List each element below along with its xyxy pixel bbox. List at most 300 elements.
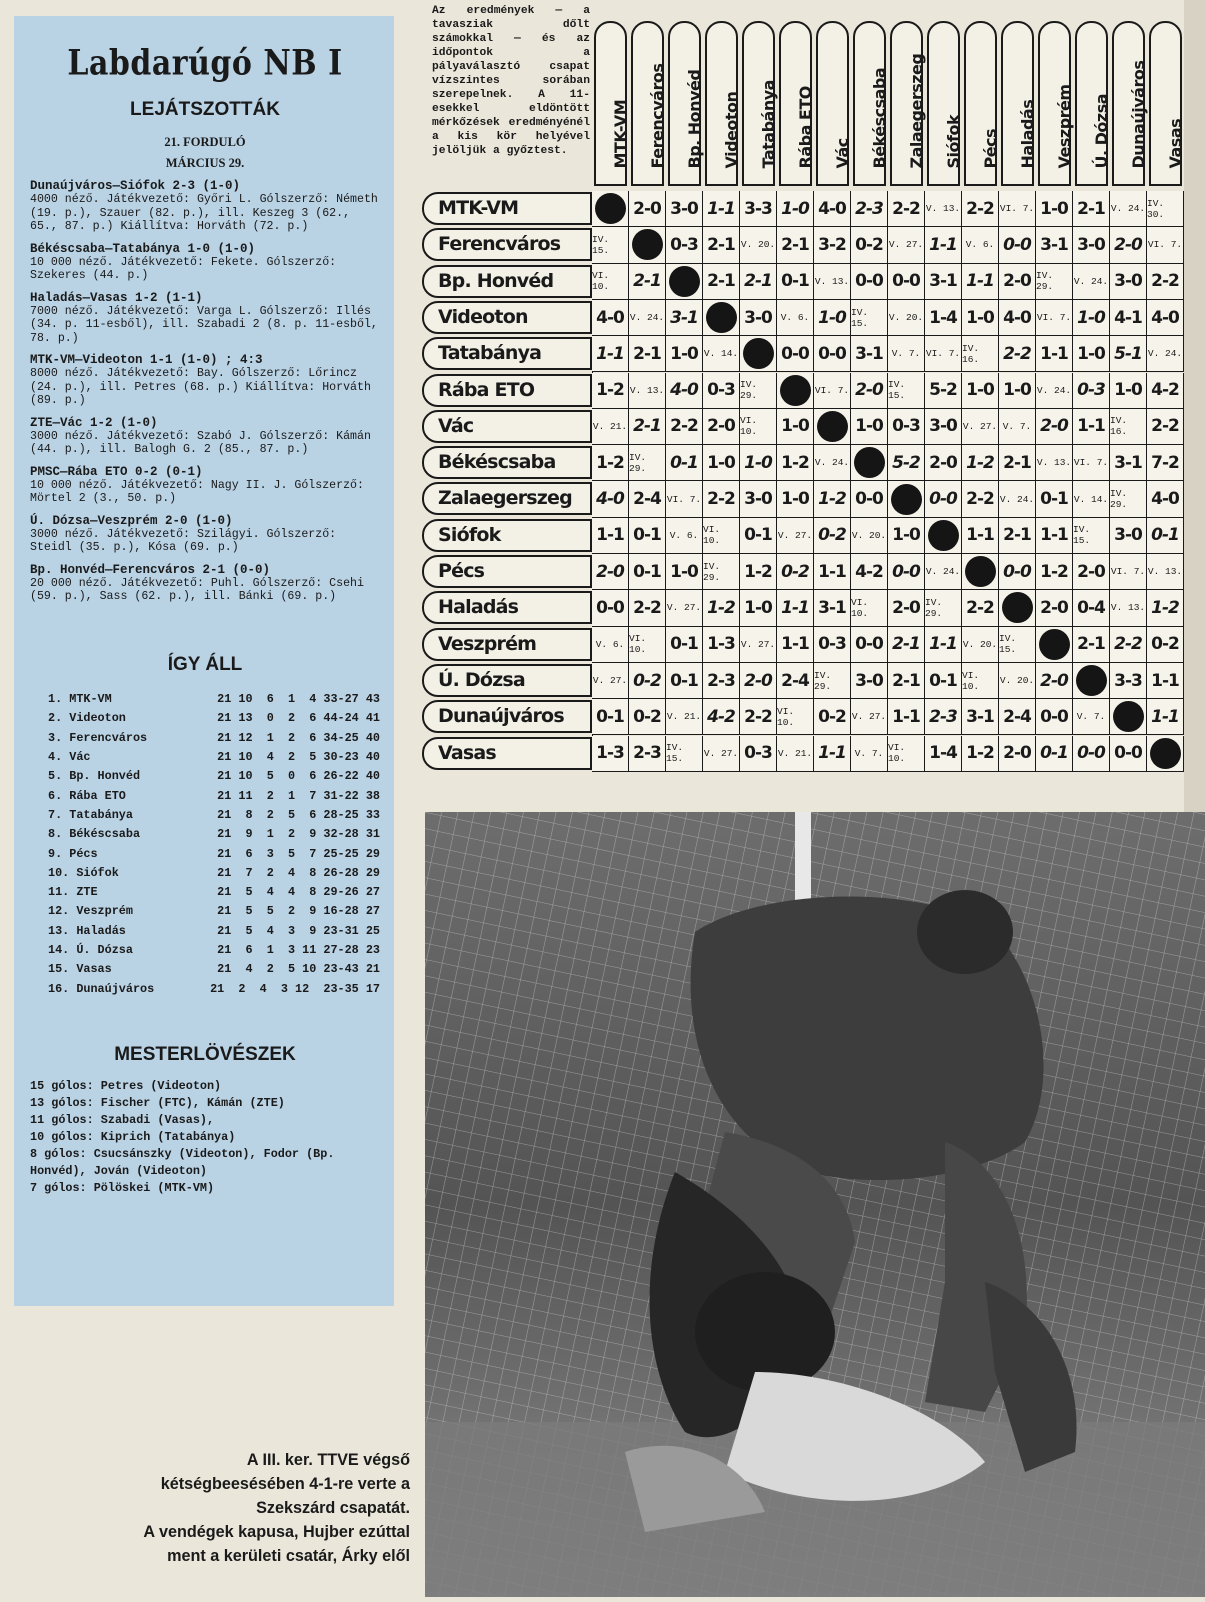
diagonal-cell: [666, 264, 703, 300]
team-name: 7. Tatabánya: [48, 807, 133, 822]
result-cell: 0-0: [851, 264, 888, 300]
black-dot-icon: [1113, 701, 1144, 732]
diagonal-cell: [851, 445, 888, 481]
fixture-date-cell: IV. 29.: [629, 445, 666, 481]
match-title: ZTE—Vác 1-2 (1-0): [30, 415, 158, 430]
column-team-name: Ferencváros: [647, 63, 667, 169]
result-cell: 2-1: [703, 227, 740, 263]
row-team-name: Haladás: [422, 591, 592, 624]
diagonal-cell: [703, 300, 740, 336]
result-cell: 3-0: [666, 191, 703, 227]
diagonal-cell: [925, 518, 962, 554]
column-team-name: Haladás: [1017, 99, 1037, 169]
row-team-name: Veszprém: [422, 628, 592, 661]
black-dot-icon: [595, 193, 626, 224]
result-cell: 2-2: [1147, 264, 1184, 300]
caption-line: ment a kerületi csatár, Árky elől: [167, 1547, 410, 1565]
result-cell: 3-1: [962, 699, 999, 735]
fixture-date-cell: V. 27.: [851, 699, 888, 735]
diagonal-cell: [740, 336, 777, 372]
photo-image: [425, 812, 1205, 1597]
result-cell: 0-2: [629, 663, 666, 699]
column-header: [1001, 21, 1037, 186]
match-report: [30, 514, 380, 555]
result-cell: 2-0: [999, 264, 1036, 300]
team-name: 16. Dunaújváros: [48, 981, 155, 996]
result-cell: 1-0: [777, 409, 814, 445]
result-cell: 0-2: [851, 227, 888, 263]
black-dot-icon: [743, 338, 774, 369]
fixture-date-cell: V. 24.: [1110, 191, 1147, 227]
scorer-line: 7 gólos: Pölöskei (MTK-VM): [30, 1181, 215, 1196]
result-cell: 1-2: [962, 445, 999, 481]
result-cell: 1-1: [925, 227, 962, 263]
fixture-date-cell: V. 13.: [1036, 445, 1073, 481]
result-cell: 0-1: [740, 518, 777, 554]
result-cell: 1-1: [814, 554, 851, 590]
diagonal-cell: [888, 481, 925, 517]
result-cell: 5-1: [1110, 336, 1147, 372]
match-detail: 3000 néző. Játékvezető: Szilágyi. Gólszerző: Steidl (35. p.), Kósa (69. p.): [30, 527, 337, 554]
fixture-date-cell: VI. 10.: [962, 663, 999, 699]
result-cell: 1-0: [999, 373, 1036, 409]
column-team-name: Tatabánya: [758, 80, 778, 169]
column-team-name: Zalaegerszeg: [906, 53, 926, 169]
fixture-date-cell: V. 20.: [962, 627, 999, 663]
diagonal-cell: [962, 554, 999, 590]
result-cell: 2-1: [740, 264, 777, 300]
diagonal-cell: [1147, 736, 1184, 772]
scorer-line: 11 gólos: Szabadi (Vasas),: [30, 1113, 215, 1128]
result-cell: 1-0: [666, 336, 703, 372]
result-cell: 2-0: [629, 191, 666, 227]
result-cell: 1-1: [1073, 409, 1110, 445]
fixture-date-cell: IV. 29.: [1110, 481, 1147, 517]
team-stats: 21 8 2 5 6 28-25 33: [217, 807, 380, 822]
fixture-date-cell: V. 27.: [592, 663, 629, 699]
match-report: [30, 179, 380, 234]
result-cell: 0-4: [1073, 590, 1110, 626]
result-cell: 2-1: [629, 336, 666, 372]
result-cell: 0-3: [1073, 373, 1110, 409]
result-cell: 1-0: [962, 300, 999, 336]
team-stats: 21 5 5 2 9 16-28 27: [217, 904, 380, 919]
result-cell: 1-2: [777, 445, 814, 481]
fixture-date-cell: V. 21.: [592, 409, 629, 445]
row-team-name: Békéscsaba: [422, 446, 592, 479]
diagonal-cell: [999, 590, 1036, 626]
result-cell: 4-0: [666, 373, 703, 409]
result-cell: 0-2: [777, 554, 814, 590]
result-cell: 1-1: [777, 627, 814, 663]
black-dot-icon: [1002, 592, 1033, 623]
result-cell: 0-1: [592, 699, 629, 735]
black-dot-icon: [817, 411, 848, 442]
fixture-date-cell: IV. 15.: [999, 627, 1036, 663]
fixture-date-cell: V. 24.: [814, 445, 851, 481]
fixture-date-cell: V. 27.: [888, 227, 925, 263]
standings-row: [30, 979, 380, 998]
fixture-date-cell: VI. 10.: [851, 590, 888, 626]
result-cell: 5-2: [888, 445, 925, 481]
row-team-name: Bp. Honvéd: [422, 265, 592, 298]
result-cell: 1-0: [703, 445, 740, 481]
scorers-title: MESTERLÖVÉSZEK: [114, 1044, 296, 1066]
match-title: Bp. Honvéd—Ferencváros 2-1 (0-0): [30, 562, 271, 577]
match-title: Békéscsaba—Tatabánya 1-0 (1-0): [30, 241, 256, 256]
black-dot-icon: [780, 375, 811, 406]
team-stats: 21 11 2 1 7 31-22 38: [217, 788, 380, 803]
result-cell: 4-2: [703, 699, 740, 735]
result-cell: 1-1: [888, 699, 925, 735]
result-cell: 2-4: [629, 481, 666, 517]
results-panel: [14, 16, 394, 1306]
scorers-list: [30, 1078, 380, 1197]
team-stats: 21 10 4 2 5 30-23 40: [217, 750, 380, 765]
fixture-date-cell: V. 7.: [999, 409, 1036, 445]
result-cell: 3-1: [666, 300, 703, 336]
result-cell: 2-1: [629, 264, 666, 300]
result-cell: 0-1: [1036, 736, 1073, 772]
result-cell: 1-1: [1036, 336, 1073, 372]
column-header: [816, 21, 852, 186]
result-cell: 2-1: [888, 663, 925, 699]
black-dot-icon: [891, 484, 922, 515]
column-header: [742, 21, 778, 186]
column-header: [705, 21, 741, 186]
column-team-name: Videoton: [721, 91, 741, 169]
row-team-name: Rába ETO: [422, 374, 592, 407]
column-team-name: Ú. Dózsa: [1091, 93, 1111, 169]
fixture-date-cell: IV. 29.: [740, 373, 777, 409]
column-header: [1149, 21, 1185, 186]
fixture-date-cell: V. 14.: [1073, 481, 1110, 517]
result-cell: 1-0: [777, 191, 814, 227]
result-cell: 1-2: [740, 554, 777, 590]
row-team-name: MTK-VM: [422, 192, 592, 225]
result-cell: 2-0: [1036, 663, 1073, 699]
diagonal-cell: [814, 409, 851, 445]
fixture-date-cell: V. 6.: [592, 627, 629, 663]
fixture-date-cell: V. 13.: [1147, 554, 1184, 590]
result-cell: 0-1: [666, 663, 703, 699]
row-team-name: Pécs: [422, 555, 592, 588]
result-cell: 1-2: [1036, 554, 1073, 590]
column-team-name: Dunaújváros: [1128, 60, 1148, 169]
result-cell: 2-2: [740, 699, 777, 735]
result-cell: 0-0: [1110, 736, 1147, 772]
fixture-date-cell: V. 24.: [1147, 336, 1184, 372]
result-cell: 1-2: [962, 736, 999, 772]
diagonal-cell: [777, 373, 814, 409]
team-name: 5. Bp. Honvéd: [48, 769, 141, 784]
column-header: [964, 21, 1000, 186]
result-cell: 1-0: [740, 590, 777, 626]
column-team-name: Veszprém: [1054, 84, 1074, 169]
result-cell: 1-0: [740, 445, 777, 481]
diagonal-cell: [1073, 663, 1110, 699]
fixture-date-cell: VI. 7.: [925, 336, 962, 372]
fixture-date-cell: IV. 29.: [703, 554, 740, 590]
match-detail: 10 000 néző. Játékvezető: Nagy II. J. Gólszerző: Mörtel 2 (3., 50. p.): [30, 478, 364, 505]
match-title: Ú. Dózsa—Veszprém 2-0 (1-0): [30, 513, 233, 528]
result-cell: 3-1: [851, 336, 888, 372]
result-cell: 0-1: [666, 627, 703, 663]
standings-row: [30, 786, 380, 805]
fixture-date-cell: V. 7.: [888, 336, 925, 372]
team-name: 1. MTK-VM: [48, 692, 112, 707]
result-cell: 3-2: [814, 227, 851, 263]
result-cell: 0-0: [1036, 699, 1073, 735]
match-detail: 10 000 néző. Játékvezető: Fekete. Gólszerző: Szekeres (44. p.): [30, 255, 337, 282]
result-cell: 3-3: [740, 191, 777, 227]
result-cell: 2-1: [703, 264, 740, 300]
team-name: 2. Videoton: [48, 711, 126, 726]
result-cell: 2-1: [1073, 191, 1110, 227]
result-cell: 0-1: [925, 663, 962, 699]
result-cell: 1-4: [925, 300, 962, 336]
column-header: [1075, 21, 1111, 186]
result-cell: 0-0: [777, 336, 814, 372]
row-team-name: Dunaújváros: [422, 700, 592, 733]
fixture-date-cell: V. 13.: [629, 373, 666, 409]
standings-row: [30, 921, 380, 940]
fixture-date-cell: V. 6.: [666, 518, 703, 554]
result-cell: 2-0: [851, 373, 888, 409]
team-name: 4. Vác: [48, 750, 91, 765]
result-cell: 1-0: [666, 554, 703, 590]
standings-row: [30, 709, 380, 728]
fixture-date-cell: VI. 7.: [1036, 300, 1073, 336]
result-cell: 5-2: [925, 373, 962, 409]
column-header: [853, 21, 889, 186]
result-cell: 3-1: [814, 590, 851, 626]
result-cell: 0-1: [777, 264, 814, 300]
team-name: 10. Siófok: [48, 865, 119, 880]
match-report: [30, 563, 380, 604]
result-cell: 2-0: [888, 590, 925, 626]
black-dot-icon: [928, 520, 959, 551]
black-dot-icon: [854, 447, 885, 478]
column-header: [1112, 21, 1148, 186]
column-team-name: Bp. Honvéd: [684, 69, 704, 169]
result-cell: 2-0: [999, 736, 1036, 772]
result-cell: 0-2: [814, 699, 851, 735]
fixture-date-cell: V. 24.: [925, 554, 962, 590]
result-cell: 4-0: [592, 481, 629, 517]
photo-caption: [20, 1448, 410, 1568]
standings-row: [30, 902, 380, 921]
black-dot-icon: [1039, 629, 1070, 660]
fixture-date-cell: V. 20.: [851, 518, 888, 554]
result-cell: 1-2: [592, 373, 629, 409]
fixture-date-cell: V. 6.: [962, 227, 999, 263]
standings-row: [30, 767, 380, 786]
team-name: 15. Vasas: [48, 962, 112, 977]
standings-title: ÍGY ÁLL: [167, 653, 243, 675]
result-cell: 1-0: [851, 409, 888, 445]
team-stats: 21 7 2 4 8 26-28 29: [217, 865, 380, 880]
result-cell: 0-3: [703, 373, 740, 409]
column-header: [1038, 21, 1074, 186]
result-cell: 0-2: [1147, 627, 1184, 663]
football-photo: [425, 812, 1205, 1597]
result-cell: 0-0: [851, 481, 888, 517]
matrix-legend: Az eredmények — a tavasziak dőlt számokkal — és az időpontok a pályaválasztó csapat vízszintes sorában szerepelnek. A 11-esekkel eldöntött mérkőzések eredményénél a kis kör helyével jelöljük a győztest.: [432, 5, 590, 157]
fixture-date-cell: IV. 30.: [1147, 191, 1184, 227]
caption-line: Szekszárd csapatát.: [256, 1499, 410, 1517]
result-cell: 1-1: [962, 518, 999, 554]
team-name: 3. Ferencváros: [48, 730, 148, 745]
fixture-date-cell: IV. 15.: [851, 300, 888, 336]
column-team-name: MTK-VM: [610, 99, 630, 169]
fixture-date-cell: V. 27.: [740, 627, 777, 663]
result-cell: 0-3: [666, 227, 703, 263]
team-stats: 21 2 4 3 12 23-35 17: [210, 981, 380, 996]
fixture-date-cell: VI. 10.: [888, 736, 925, 772]
column-team-name: Rába ETO: [795, 86, 815, 169]
scorer-line: 10 gólos: Kiprich (Tatabánya): [30, 1130, 236, 1145]
result-cell: 2-1: [888, 627, 925, 663]
fixture-date-cell: IV. 29.: [814, 663, 851, 699]
result-cell: 0-1: [666, 445, 703, 481]
result-cell: 1-1: [962, 264, 999, 300]
fixture-date-cell: VI. 10.: [629, 627, 666, 663]
fixture-date-cell: V. 7.: [851, 736, 888, 772]
row-team-name: Siófok: [422, 519, 592, 552]
fixture-date-cell: V. 14.: [703, 336, 740, 372]
result-cell: 1-2: [1147, 590, 1184, 626]
result-cell: 3-0: [1110, 518, 1147, 554]
result-cell: 0-3: [740, 736, 777, 772]
result-cell: 2-1: [999, 445, 1036, 481]
result-cell: 0-0: [999, 227, 1036, 263]
result-cell: 1-3: [592, 736, 629, 772]
result-cell: 1-2: [814, 481, 851, 517]
result-cell: 2-0: [925, 445, 962, 481]
date-label: MÁRCIUS 29.: [165, 156, 245, 170]
fixture-date-cell: V. 27.: [666, 590, 703, 626]
result-cell: 0-1: [1147, 518, 1184, 554]
result-cell: 2-2: [666, 409, 703, 445]
fixture-date-cell: VI. 7.: [1147, 227, 1184, 263]
adjacent-page-edge: [1184, 0, 1205, 812]
team-stats: 21 12 1 2 6 34-25 40: [217, 730, 380, 745]
black-dot-icon: [632, 229, 663, 260]
team-name: 12. Veszprém: [48, 904, 133, 919]
result-cell: 2-2: [999, 336, 1036, 372]
standings-row: [30, 882, 380, 901]
match-title: PMSC—Rába ETO 0-2 (0-1): [30, 464, 203, 479]
result-cell: 1-1: [777, 590, 814, 626]
standings-row: [30, 940, 380, 959]
fixture-date-cell: V. 13.: [814, 264, 851, 300]
result-cell: 2-3: [629, 736, 666, 772]
result-cell: 1-0: [777, 481, 814, 517]
result-cell: 1-1: [814, 736, 851, 772]
fixture-date-cell: IV. 16.: [962, 336, 999, 372]
row-team-name: Vác: [422, 410, 592, 443]
result-cell: 1-1: [925, 627, 962, 663]
result-cell: 1-1: [1147, 663, 1184, 699]
team-stats: 21 5 4 4 8 29-26 27: [217, 885, 380, 900]
result-cell: 0-0: [888, 264, 925, 300]
standings-row: [30, 825, 380, 844]
row-team-name: Tatabánya: [422, 337, 592, 370]
result-cell: 4-0: [592, 300, 629, 336]
result-cell: 1-0: [1110, 373, 1147, 409]
result-cell: 2-2: [962, 481, 999, 517]
result-cell: 7-2: [1147, 445, 1184, 481]
fixture-date-cell: V. 27.: [703, 736, 740, 772]
fixture-date-cell: V. 20.: [999, 663, 1036, 699]
caption-line: A vendégek kapusa, Hujber ezúttal: [143, 1523, 410, 1541]
column-team-name: Vác: [832, 138, 852, 169]
match-detail: 8000 néző. Játékvezető: Bay. Gólszerző: Lőrincz (24. p.), ill. Petres (68. p.) Kiállítva: Horváth (89. p.): [30, 367, 371, 407]
result-cell: 1-0: [888, 518, 925, 554]
result-cell: 0-1: [1036, 481, 1073, 517]
result-cell: 2-3: [703, 663, 740, 699]
team-stats: 21 4 2 5 10 23-43 21: [217, 962, 380, 977]
fixture-date-cell: V. 27.: [962, 409, 999, 445]
result-cell: 0-0: [851, 627, 888, 663]
result-cell: 2-2: [1147, 409, 1184, 445]
result-cell: 3-1: [925, 264, 962, 300]
match-title: MTK-VM—Videoton 1-1 (1-0) ; 4:3: [30, 353, 263, 367]
fixture-date-cell: V. 7.: [1073, 699, 1110, 735]
standings-row: [30, 728, 380, 747]
team-name: 13. Haladás: [48, 923, 126, 938]
fixture-date-cell: IV. 15.: [888, 373, 925, 409]
team-stats: 21 10 6 1 4 33-27 43: [217, 692, 380, 707]
row-team-name: Ú. Dózsa: [422, 664, 592, 697]
result-cell: 3-0: [925, 409, 962, 445]
result-cell: 1-1: [1036, 518, 1073, 554]
column-header: [631, 21, 667, 186]
result-cell: 3-1: [1036, 227, 1073, 263]
team-stats: 21 6 1 3 11 27-28 23: [217, 943, 380, 957]
result-cell: 1-2: [592, 445, 629, 481]
result-cell: 3-1: [1110, 445, 1147, 481]
result-cell: 4-2: [851, 554, 888, 590]
fixture-date-cell: VI. 7.: [999, 191, 1036, 227]
row-team-name: Zalaegerszeg: [422, 482, 592, 515]
diagonal-cell: [1036, 627, 1073, 663]
result-cell: 1-0: [1073, 300, 1110, 336]
standings-row: [30, 863, 380, 882]
result-cell: 4-0: [1147, 300, 1184, 336]
match-detail: 4000 néző. Játékvezető: Győri L. Gólszerző: Németh (19. p.), Szauer (82. p.), ill. Keszeg 3 (62., 65., 87. p.) Kiállítva: Horváth (72. p.): [30, 193, 378, 233]
black-dot-icon: [706, 302, 737, 333]
column-header: [927, 21, 963, 186]
match-title: Dunaújváros—Siófok 2-3 (1-0): [30, 179, 241, 193]
result-cell: 4-0: [999, 300, 1036, 336]
caption-line: A III. ker. TTVE végső: [246, 1451, 410, 1469]
column-header: [890, 21, 926, 186]
result-cell: 0-1: [629, 554, 666, 590]
fixture-date-cell: V. 21.: [666, 699, 703, 735]
result-cell: 2-0: [592, 554, 629, 590]
column-header: [594, 21, 630, 186]
fixture-date-cell: V. 24.: [1036, 373, 1073, 409]
result-cell: 2-0: [1073, 554, 1110, 590]
black-dot-icon: [1076, 665, 1107, 696]
black-dot-icon: [1150, 738, 1181, 769]
result-cell: 1-1: [592, 336, 629, 372]
match-report: [30, 291, 380, 346]
result-cell: 0-0: [925, 481, 962, 517]
column-team-name: Békéscsaba: [869, 67, 889, 169]
